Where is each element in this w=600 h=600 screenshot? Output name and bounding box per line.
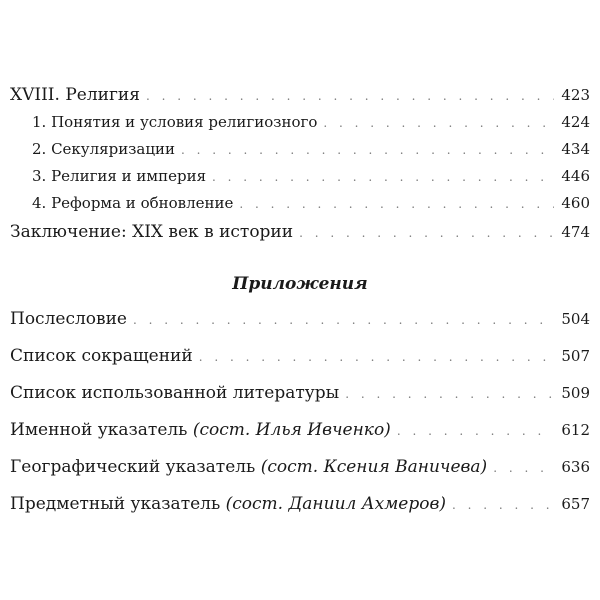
toc-entry-title	[10, 493, 446, 515]
toc-entry-title: Заключение: XIX век в истории	[10, 222, 294, 242]
toc-entry-note: (сост. Ксения Ваничева)	[260, 457, 488, 477]
toc-entry-note: (сост. Илья Ивченко)	[192, 420, 391, 440]
appendix-list	[10, 308, 590, 516]
toc-entry-title: Послесловие	[10, 309, 127, 329]
toc-entry-page: 424	[561, 113, 590, 131]
toc-entry-appendix	[10, 308, 590, 331]
toc-entry-page: 657	[561, 495, 590, 513]
dot-leader	[239, 195, 554, 213]
dot-leader	[212, 168, 554, 186]
toc-entry-title-text: Предметный указатель	[10, 494, 221, 514]
toc-entry-page: 612	[561, 421, 590, 439]
toc-entry-page: 636	[561, 458, 590, 476]
toc-entry-section	[10, 167, 590, 186]
toc-entry-appendix	[10, 345, 590, 368]
dot-leader	[146, 85, 554, 107]
dot-leader	[345, 383, 554, 405]
toc-entry-chapter	[10, 84, 590, 107]
toc-entry-title: 3. Религия и империя	[32, 167, 207, 185]
toc-entry-conclusion	[10, 221, 590, 244]
table-of-contents	[10, 84, 590, 530]
dot-leader	[323, 114, 554, 132]
appendix-heading: Приложения	[232, 274, 368, 294]
toc-entry-title: 4. Реформа и обновление	[32, 194, 234, 212]
toc-entry-title-text: Географический указатель	[10, 457, 256, 477]
toc-entry-title: 1. Понятия и условия религиозного	[32, 113, 318, 131]
toc-entry-page: 504	[561, 310, 590, 328]
toc-entry-appendix	[10, 456, 590, 479]
toc-entry-page: 474	[561, 223, 590, 241]
toc-entry-note: (сост. Даниил Ахмеров)	[225, 494, 447, 514]
toc-entry-page: 507	[561, 347, 590, 365]
dot-leader	[299, 222, 554, 244]
dot-leader	[181, 141, 554, 159]
toc-entry-title: Список использованной литературы	[10, 383, 340, 403]
toc-entry-page: 446	[561, 167, 590, 185]
toc-entry-section	[10, 113, 590, 132]
dot-leader	[397, 420, 554, 442]
toc-entry-section	[10, 194, 590, 213]
toc-entry-page: 509	[561, 384, 590, 402]
toc-entry-appendix	[10, 419, 590, 442]
dot-leader	[493, 457, 554, 479]
toc-entry-title	[10, 419, 391, 441]
toc-entry-appendix	[10, 493, 590, 516]
toc-entry-page: 423	[561, 86, 590, 104]
toc-entry-title: 2. Секуляризации	[32, 140, 175, 158]
toc-entry-page: 434	[561, 140, 590, 158]
toc-entry-appendix	[10, 382, 590, 405]
toc-entry-title	[10, 456, 487, 478]
toc-entry-title-text: Именной указатель	[10, 420, 188, 440]
toc-entry-page: 460	[561, 194, 590, 212]
toc-entry-title: XVIII. Религия	[10, 85, 140, 105]
dot-leader	[452, 494, 554, 516]
dot-leader	[133, 309, 554, 331]
dot-leader	[199, 346, 554, 368]
toc-entry-title: Список сокращений	[10, 346, 193, 366]
toc-entry-section	[10, 140, 590, 159]
